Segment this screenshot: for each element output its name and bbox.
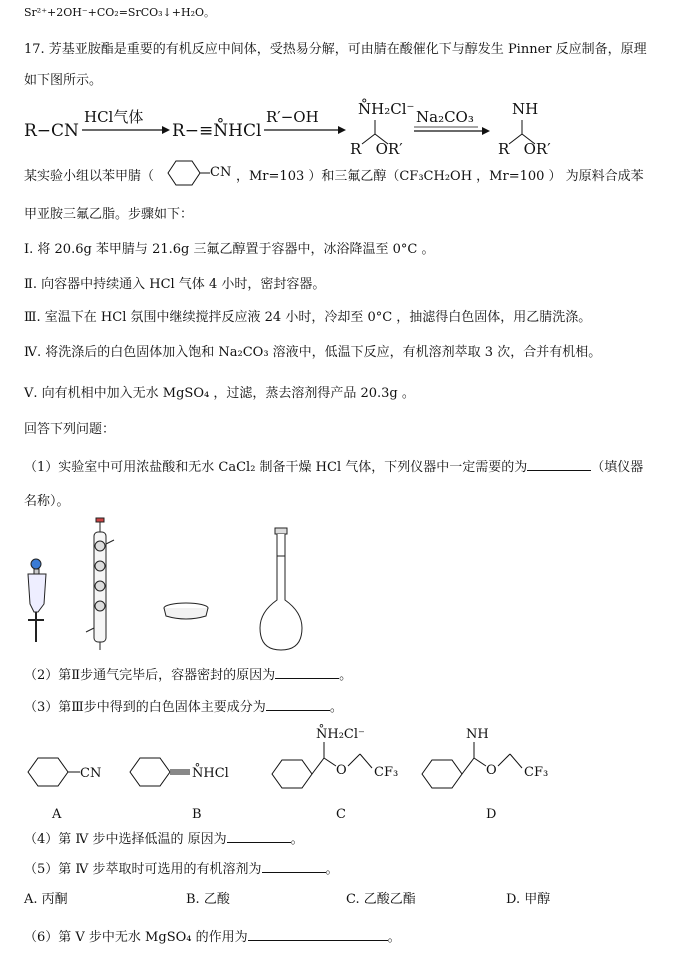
question-1-text-end: （填仪器 <box>591 460 644 475</box>
structure-a-label: A <box>52 807 62 822</box>
scheme-intermediate: R−≡N̊HCl <box>172 121 262 141</box>
scheme-product-bottom: R OR′ <box>498 140 551 156</box>
question-5-line <box>24 858 339 877</box>
description-line2: 甲亚胺三氟乙脂。步骤如下： <box>24 207 194 222</box>
question-4-line <box>24 828 304 847</box>
question-5-answer-blank[interactable] <box>262 860 326 873</box>
structure-b-label: B <box>192 807 202 822</box>
question-3-line <box>24 696 343 715</box>
answer-prompt: 回答下列问题： <box>24 422 116 437</box>
separatory-funnel-illustration <box>28 559 46 642</box>
structure-a <box>28 758 101 822</box>
question-6-answer-blank[interactable] <box>248 928 388 941</box>
question-5-option-b[interactable]: B. 乙酸 <box>186 892 230 907</box>
question-5-option-a[interactable]: A. 丙酮 <box>24 892 68 907</box>
structure-c <box>272 724 398 822</box>
structure-c-oxygen: O <box>336 763 347 778</box>
question-4-answer-blank[interactable] <box>227 830 291 843</box>
description-cn-group: CN <box>210 165 232 180</box>
step-5: Ⅴ. 向有机相中加入无水 MgSO₄ ，过滤，蒸去溶剂得产品 20.3g 。 <box>24 386 415 401</box>
benzene-ring <box>168 161 200 185</box>
volumetric-flask-illustration <box>260 528 302 650</box>
step-3: Ⅲ. 室温下在 HCl 氛围中继续搅拌反应液 24 小时，冷却至 0°C ，抽滤得白色固体，用乙腈洗涤。 <box>24 310 592 325</box>
scheme-salt-bottom: R OR′ <box>350 140 403 156</box>
question-1-line <box>24 456 643 475</box>
candidate-structures <box>20 718 580 824</box>
question-3-answer-blank[interactable] <box>266 698 330 711</box>
scheme-arrow-3-head <box>482 127 490 135</box>
step-1: Ⅰ. 将 20.6g 苯甲腈与 21.6g 三氟乙醇置于容器中，冰浴降温至 0°C 。 <box>24 242 435 257</box>
structure-b <box>130 758 229 822</box>
description-line1-end: ，Mr=103 ）和三氟乙醇（CF₃CH₂OH ，Mr=100 ） 为原料合成苯 <box>236 169 644 184</box>
question-2-end: 。 <box>339 668 353 683</box>
structure-a-group: CN <box>80 766 102 781</box>
structure-c-top: N̊H₂Cl⁻ <box>316 727 365 742</box>
scheme-arrow-1-head <box>162 126 170 134</box>
scheme-reagent3: Na₂CO₃ <box>416 108 474 126</box>
pinner-reaction-scheme <box>20 94 680 156</box>
structure-c-cf3: CF₃ <box>374 765 399 780</box>
scheme-reagent1: HCl气体 <box>84 108 144 126</box>
evaporating-dish-illustration <box>164 603 208 619</box>
description-line1-start: 某实验小组以苯甲腈（ <box>24 169 155 184</box>
bulb-condenser-illustration <box>86 518 114 650</box>
structure-d-top: NH <box>466 727 489 742</box>
structure-b-group: N̊HCl <box>192 766 229 781</box>
question-3-end: 。 <box>329 700 343 715</box>
question-2-text: （2）第Ⅱ步通气完毕后，容器密封的原因为 <box>24 668 276 683</box>
apparatus-illustrations <box>20 516 320 656</box>
question-1-text: （1）实验室中可用浓盐酸和无水 CaCl₂ 制备干燥 HCl 气体，下列仪器中一定需要的为 <box>24 460 528 475</box>
question-4-end: 。 <box>290 832 304 847</box>
structure-d <box>422 727 548 822</box>
scheme-reactant: R−CN <box>24 121 79 141</box>
structure-d-oxygen: O <box>486 763 497 778</box>
question-1-answer-blank[interactable] <box>527 458 591 471</box>
question-2-answer-blank[interactable] <box>275 666 339 679</box>
question-17-intro-line2: 如下图所示。 <box>24 73 103 88</box>
top-equation: Sr²⁺+2OH⁻+CO₂=SrCO₃↓+H₂O。 <box>24 6 216 19</box>
question-6-line <box>24 926 401 945</box>
question-6-end: 。 <box>387 930 401 945</box>
question-4-text: （4）第 Ⅳ 步中选择低温的 原因为 <box>24 832 227 847</box>
question-1-line2: 名称）。 <box>24 494 70 509</box>
question-2-line <box>24 664 352 683</box>
question-5-text: （5）第 Ⅳ 步萃取时可选用的有机溶剂为 <box>24 862 262 877</box>
scheme-salt-top: N̊H₂Cl⁻ <box>358 100 415 118</box>
scheme-arrow-2-head <box>338 126 346 134</box>
scheme-reagent2: R′−OH <box>266 108 319 126</box>
structure-c-label: C <box>336 807 346 822</box>
question-17-intro-line1: 17. 芳基亚胺酯是重要的有机反应中间体，受热易分解，可由腈在酸催化下与醇发生 Pinner 反应制备，原理 <box>24 42 647 57</box>
question-5-option-c[interactable]: C. 乙酸乙酯 <box>346 892 416 907</box>
structure-d-label: D <box>486 807 497 822</box>
structure-d-cf3: CF₃ <box>524 765 549 780</box>
question-5-option-d[interactable]: D. 甲醇 <box>506 892 551 907</box>
step-2: Ⅱ. 向容器中持续通入 HCl 气体 4 小时，密封容器。 <box>24 277 326 292</box>
step-4: Ⅳ. 将洗涤后的白色固体加入饱和 Na₂CO₃ 溶液中，低温下反应，有机溶剂萃取 3 次，合并有机相。 <box>24 345 602 360</box>
question-3-text: （3）第Ⅲ步中得到的白色固体主要成分为 <box>24 700 266 715</box>
question-5-end: 。 <box>325 862 339 877</box>
scheme-product-top: NH <box>512 100 539 118</box>
question-6-text: （6）第 Ⅴ 步中无水 MgSO₄ 的作用为 <box>24 930 248 945</box>
